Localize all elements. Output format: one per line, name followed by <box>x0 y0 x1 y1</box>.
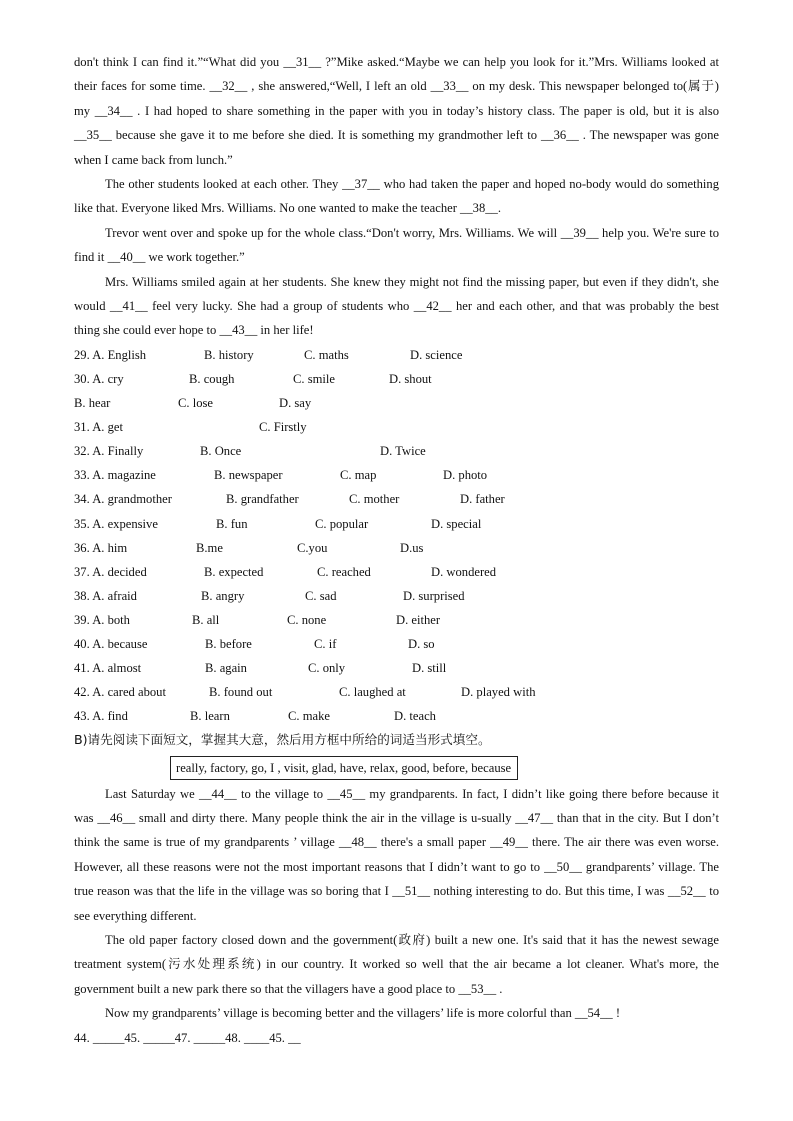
option-c: C. lose <box>178 396 213 411</box>
option-a: 33. A. magazine <box>74 468 156 483</box>
option-c: C. Firstly <box>259 420 307 435</box>
answer-blanks-line: 44. _____45. _____47. _____48. ____45. __ <box>74 1030 301 1045</box>
option-row-41 <box>74 656 719 680</box>
option-d: D. so <box>408 637 435 651</box>
option-d: D. teach <box>394 709 436 724</box>
answer-options-list <box>74 343 719 729</box>
option-d: D. either <box>396 612 441 627</box>
option-row-43 <box>74 704 719 728</box>
option-a: 30. A. cry <box>74 371 124 386</box>
option-row-40 <box>74 632 719 656</box>
option-c: C. make <box>288 709 330 724</box>
option-row-31 <box>74 415 719 439</box>
passage-a-paragraph-3: Trevor went over and spoke up for the whole class.“Don't worry, Mrs. Williams. We will __39__ help you. We're sure to find it __40__ we work together.” <box>74 225 719 265</box>
option-d: D. still <box>412 661 447 676</box>
option-a: 36. A. him <box>74 540 128 555</box>
option-b: B. grandfather <box>226 492 299 507</box>
option-d: D. say <box>279 396 312 411</box>
option-row-34 <box>74 487 719 511</box>
option-c: C. map <box>340 468 377 483</box>
option-b: B. hear <box>74 396 111 411</box>
option-c: C. laughed at <box>339 685 406 700</box>
option-d: D. science <box>410 347 463 362</box>
option-c: C. reached <box>317 564 371 579</box>
option-b: B. before <box>205 637 252 651</box>
option-b: B. cough <box>189 371 235 386</box>
option-row-33 <box>74 463 719 487</box>
option-c: C. sad <box>305 588 337 603</box>
option-c: C. none <box>287 612 327 627</box>
option-b: B. expected <box>204 564 264 579</box>
option-d: D. special <box>431 516 482 531</box>
option-b: B. history <box>204 347 254 362</box>
option-d: D. shout <box>389 371 432 386</box>
passage-a-paragraph-1: don't think I can find it.”“What did you __31__ ?”Mike asked.“Maybe we can help you look for it.”Mrs. Williams looked at their faces for some time. __32__ , she answered,“Well, I left an old __33__ on my desk. This newspaper belonged to(属于) my __34__ . I had hoped to share something in the paper with you in today’s history class. The paper is old, but it is also __35__ because she gave it to me before she died. It is something my grandmother left to __36__ . The newspaper was gone when I came back from lunch.” <box>74 55 719 167</box>
option-b: B. learn <box>190 709 230 724</box>
passage-a-paragraph-2: The other students looked at each other. They __37__ who had taken the paper and hoped no-body would do something like that. Everyone liked Mrs. Williams. No one wanted to make the teacher __38__. <box>74 177 719 216</box>
worksheet-page <box>74 50 719 1050</box>
option-a: 41. A. almost <box>74 661 142 676</box>
passage-b-paragraph-3: Now my grandparents’ village is becoming better and the villagers’ life is more colorful than __54__ ! <box>105 1006 621 1021</box>
option-b: B. angry <box>201 588 245 603</box>
section-b-heading: B)请先阅读下面短文，掌握其大意，然后用方框中所给的词适当形式填空。 <box>74 732 491 748</box>
option-d: D. surprised <box>403 588 465 603</box>
option-a: 31. A. get <box>74 420 123 435</box>
option-a: 40. A. because <box>74 637 148 651</box>
option-c: C. if <box>314 637 337 651</box>
option-a: 37. A. decided <box>74 564 147 579</box>
word-box: really, factory, go, I , visit, glad, have, relax, good, before, because <box>170 756 518 780</box>
option-a: 38. A. afraid <box>74 588 137 603</box>
passage-b-paragraph-1: Last Saturday we __44__ to the village to __45__ my grandparents. In fact, I didn’t like going there before because it was __46__ small and dirty there. Many people think the air in the village is u-sually __47__ than that in the city. But I don’t think the same is true of my grandparents ’ village __48__ there's a small paper __49__ there. The air there was even worse. However, all these reasons were not the most important reasons that I didn’t want to go to __50__ grandparents’ village. The true reason was that the life in the village was so boring that I __51__ nothing interesting to do. But this time, I was __52__ to see everything different. <box>74 786 719 923</box>
option-d: D. played with <box>461 685 536 700</box>
option-c: C. popular <box>315 516 369 531</box>
option-c: C. only <box>308 661 346 676</box>
option-c: C.you <box>297 540 328 555</box>
option-c: C. mother <box>349 492 400 507</box>
option-a: 35. A. expensive <box>74 516 158 531</box>
option-a: 42. A. cared about <box>74 685 166 700</box>
passage-a-paragraph-4: Mrs. Williams smiled again at her students. She knew they might not find the missing paper, but even if they didn't, she would __41__ feel very lucky. She had a group of students who __42__ her and each other, and that was probably the best thing she could ever hope to __43__ in her life! <box>74 274 719 338</box>
option-row-29 <box>74 343 719 367</box>
option-a: 32. A. Finally <box>74 444 144 459</box>
option-d: D.us <box>400 540 424 555</box>
option-row-36 <box>74 536 719 560</box>
option-row-37 <box>74 560 719 584</box>
option-d: D. father <box>460 492 505 507</box>
option-a: 34. A. grandmother <box>74 492 172 507</box>
option-a: 29. A. English <box>74 347 147 362</box>
option-a: 43. A. find <box>74 709 128 724</box>
option-b: B. all <box>192 612 220 627</box>
option-c: C. smile <box>293 371 335 386</box>
option-row-30 <box>74 367 719 391</box>
passage-b-paragraph-2: The old paper factory closed down and the government(政府) built a new one. It's said that it has the newest sewage treatment system(污水处理系统) in our country. It worked so well that the air became a lot cleaner. What's more, the government built a new park there so that the villagers have a good place to __53__ . <box>74 933 719 996</box>
option-b: B.me <box>196 540 223 555</box>
option-b: B. fun <box>216 516 248 531</box>
option-a: 39. A. both <box>74 612 130 627</box>
option-row-39 <box>74 608 719 632</box>
option-b: B. newspaper <box>214 468 283 483</box>
option-d: D. Twice <box>380 444 426 459</box>
option-row-30-continued <box>74 391 719 415</box>
option-row-32 <box>74 439 719 463</box>
option-row-38 <box>74 584 719 608</box>
option-row-35 <box>74 512 719 536</box>
option-b: B. Once <box>200 444 242 459</box>
option-b: B. found out <box>209 685 273 700</box>
option-d: D. wondered <box>431 564 497 579</box>
option-d: D. photo <box>443 468 488 483</box>
option-c: C. maths <box>304 347 349 362</box>
option-b: B. again <box>205 661 247 676</box>
option-row-42 <box>74 680 719 704</box>
